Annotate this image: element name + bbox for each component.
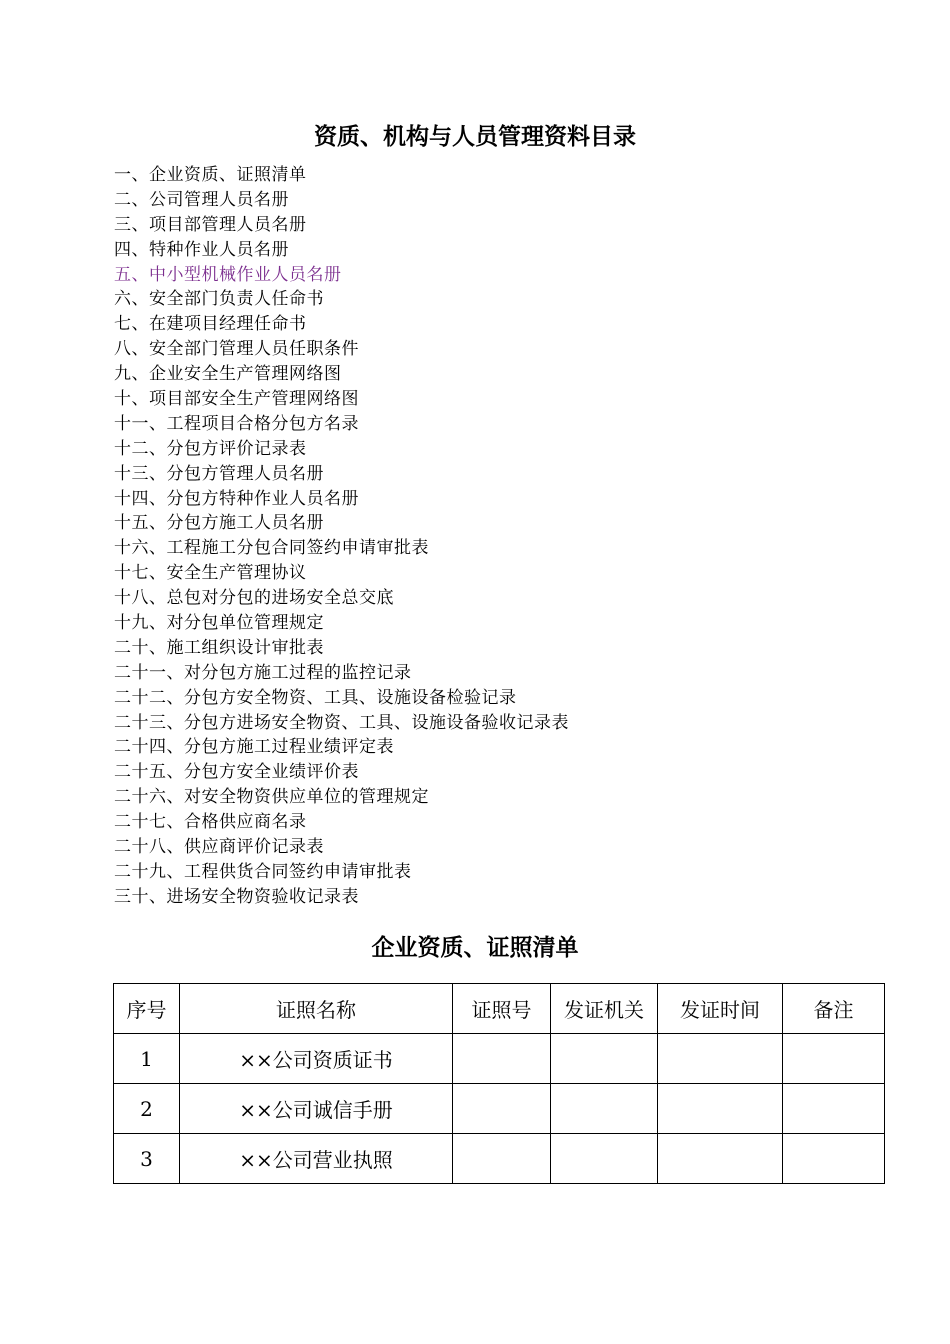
- cell-issue-date: [658, 1134, 783, 1184]
- toc-item: 二十三、分包方进场安全物资、工具、设施设备验收记录表: [114, 712, 569, 733]
- toc-title: 资质、机构与人员管理资料目录: [314, 123, 636, 150]
- toc-item: 十三、分包方管理人员名册: [114, 463, 324, 484]
- toc-item: 十一、工程项目合格分包方名录: [114, 413, 359, 434]
- cell-serial: 1: [114, 1034, 180, 1084]
- table-header-row: [114, 984, 885, 1034]
- cell-remarks: [783, 1084, 885, 1134]
- toc-item: 十二、分包方评价记录表: [114, 438, 307, 459]
- cell-license-name: ××公司资质证书: [180, 1034, 453, 1084]
- table-row: [114, 1034, 885, 1084]
- header-issue-date: 发证时间: [658, 984, 783, 1034]
- cell-remarks: [783, 1134, 885, 1184]
- cell-issue-date: [658, 1084, 783, 1134]
- toc-item: 七、在建项目经理任命书: [114, 314, 307, 335]
- toc-item: 十八、总包对分包的进场安全总交底: [114, 588, 394, 609]
- toc-item-highlighted: 五、中小型机械作业人员名册: [114, 264, 342, 285]
- toc-item: 一、企业资质、证照清单: [114, 165, 307, 185]
- header-serial: 序号: [114, 984, 180, 1034]
- cell-license-number: [453, 1034, 551, 1084]
- table-row: [114, 1134, 885, 1184]
- cell-license-name: ××公司营业执照: [180, 1134, 453, 1184]
- toc-item: 二十九、工程供货合同签约申请审批表: [114, 861, 412, 882]
- toc-item: 十七、安全生产管理协议: [114, 563, 307, 584]
- toc-item: 二十一、对分包方施工过程的监控记录: [114, 662, 412, 683]
- toc-item: 八、安全部门管理人员任职条件: [114, 339, 359, 360]
- toc-item: 十五、分包方施工人员名册: [114, 513, 324, 534]
- toc-item: 二十五、分包方安全业绩评价表: [114, 762, 359, 783]
- cell-license-number: [453, 1084, 551, 1134]
- toc-item: 四、特种作业人员名册: [114, 239, 289, 260]
- header-license-name: 证照名称: [180, 984, 453, 1034]
- header-license-number: 证照号: [453, 984, 551, 1034]
- toc-item: 二十四、分包方施工过程业绩评定表: [114, 737, 394, 758]
- toc-item: 十四、分包方特种作业人员名册: [114, 488, 359, 509]
- cell-issue-date: [658, 1034, 783, 1084]
- toc-item: 十、项目部安全生产管理网络图: [114, 389, 359, 410]
- cell-serial: 3: [114, 1134, 180, 1184]
- toc-item: 二十、施工组织设计审批表: [114, 637, 324, 658]
- toc-item: 二、公司管理人员名册: [114, 189, 289, 210]
- cell-serial: 2: [114, 1084, 180, 1134]
- cell-remarks: [783, 1034, 885, 1084]
- toc-item: 二十七、合格供应商名录: [114, 812, 307, 833]
- toc-item: 二十八、供应商评价记录表: [114, 837, 324, 858]
- cell-issuing-authority: [551, 1134, 658, 1184]
- toc-item: 二十二、分包方安全物资、工具、设施设备检验记录: [114, 687, 517, 708]
- table-row: [114, 1084, 885, 1134]
- cell-license-number: [453, 1134, 551, 1184]
- header-issuing-authority: 发证机关: [551, 984, 658, 1034]
- cell-issuing-authority: [551, 1034, 658, 1084]
- toc-item: 十六、工程施工分包合同签约申请审批表: [114, 538, 429, 559]
- toc-item: 三、项目部管理人员名册: [114, 214, 307, 235]
- header-remarks: 备注: [783, 984, 885, 1034]
- toc-list: [114, 163, 569, 910]
- toc-item: 六、安全部门负责人任命书: [114, 289, 324, 310]
- toc-item: 九、企业安全生产管理网络图: [114, 364, 342, 385]
- cell-license-name: ××公司诚信手册: [180, 1084, 453, 1134]
- cell-issuing-authority: [551, 1084, 658, 1134]
- toc-item: 十九、对分包单位管理规定: [114, 613, 324, 634]
- toc-item: 三十、进场安全物资验收记录表: [114, 886, 359, 907]
- license-table: [113, 983, 885, 1184]
- license-list-title: 企业资质、证照清单: [371, 934, 579, 961]
- toc-item: 二十六、对安全物资供应单位的管理规定: [114, 787, 429, 808]
